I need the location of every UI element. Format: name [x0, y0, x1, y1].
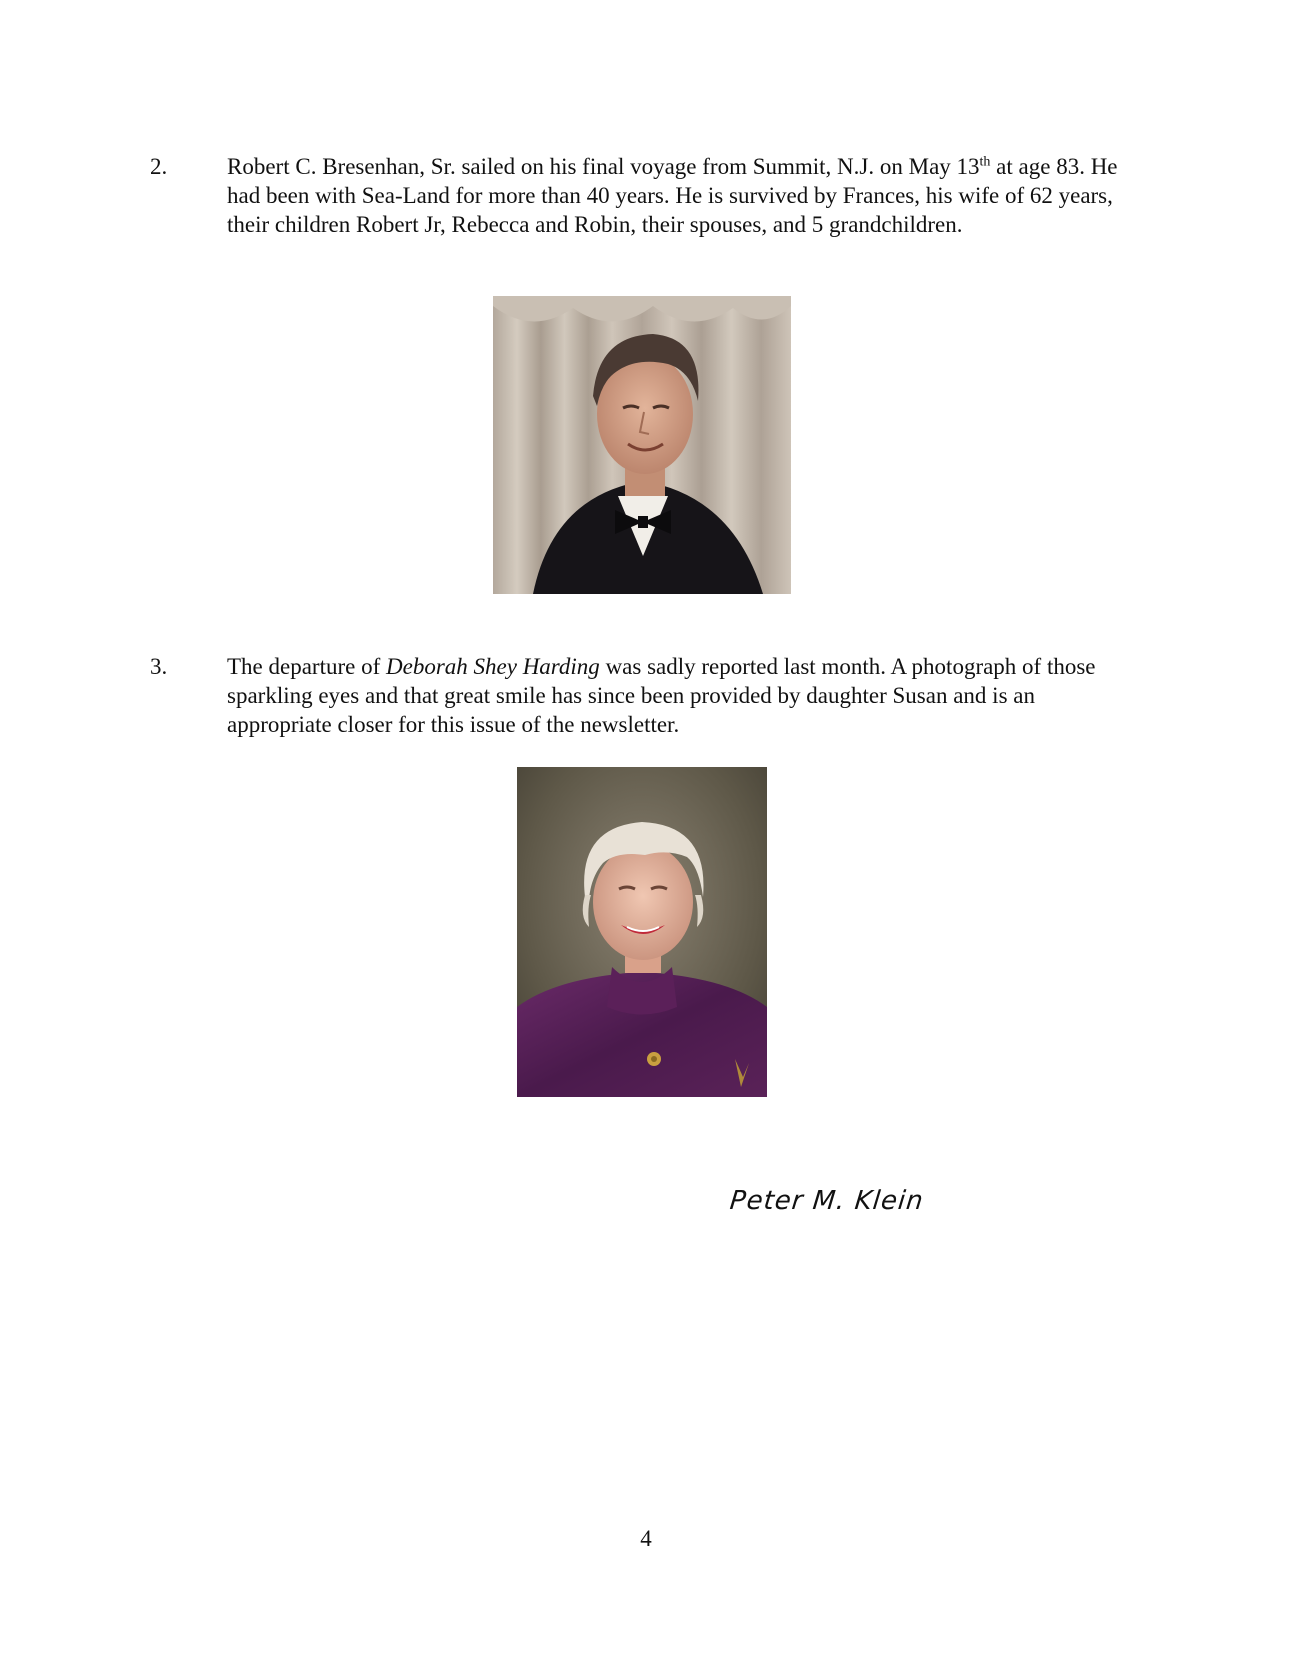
item-paragraph [227, 152, 1137, 239]
item-text-part: at age 83. He had been with Sea-Land for more than 40 years. He is survived by Frances, his wife of 62 years, their children Robert Jr, Rebecca and Robin, their spouses, and 5 grandchildren. [227, 154, 1118, 237]
page-number: 4 [640, 1526, 652, 1551]
item-number: 3. [150, 654, 168, 679]
item-number: 2. [150, 154, 168, 179]
item-text-part: The departure of [227, 654, 387, 679]
item-text-part: was sadly reported last month. A photograph of those sparkling eyes and that great smile has since been provided by daughter Susan and is an appropriate closer for this issue of the newsletter. [227, 654, 1096, 737]
item-paragraph [227, 652, 1137, 739]
italic-name: Deborah Shey Harding [386, 654, 600, 679]
ordinal-superscript: th [979, 154, 991, 170]
portrait-photo-woman [517, 767, 767, 1097]
item-text-part: Robert C. Bresenhan, Sr. sailed on his final voyage from Summit, N.J. on May 13 [227, 154, 980, 179]
signature: Peter M. Klein [728, 1186, 926, 1216]
portrait-photo-man [493, 296, 791, 594]
